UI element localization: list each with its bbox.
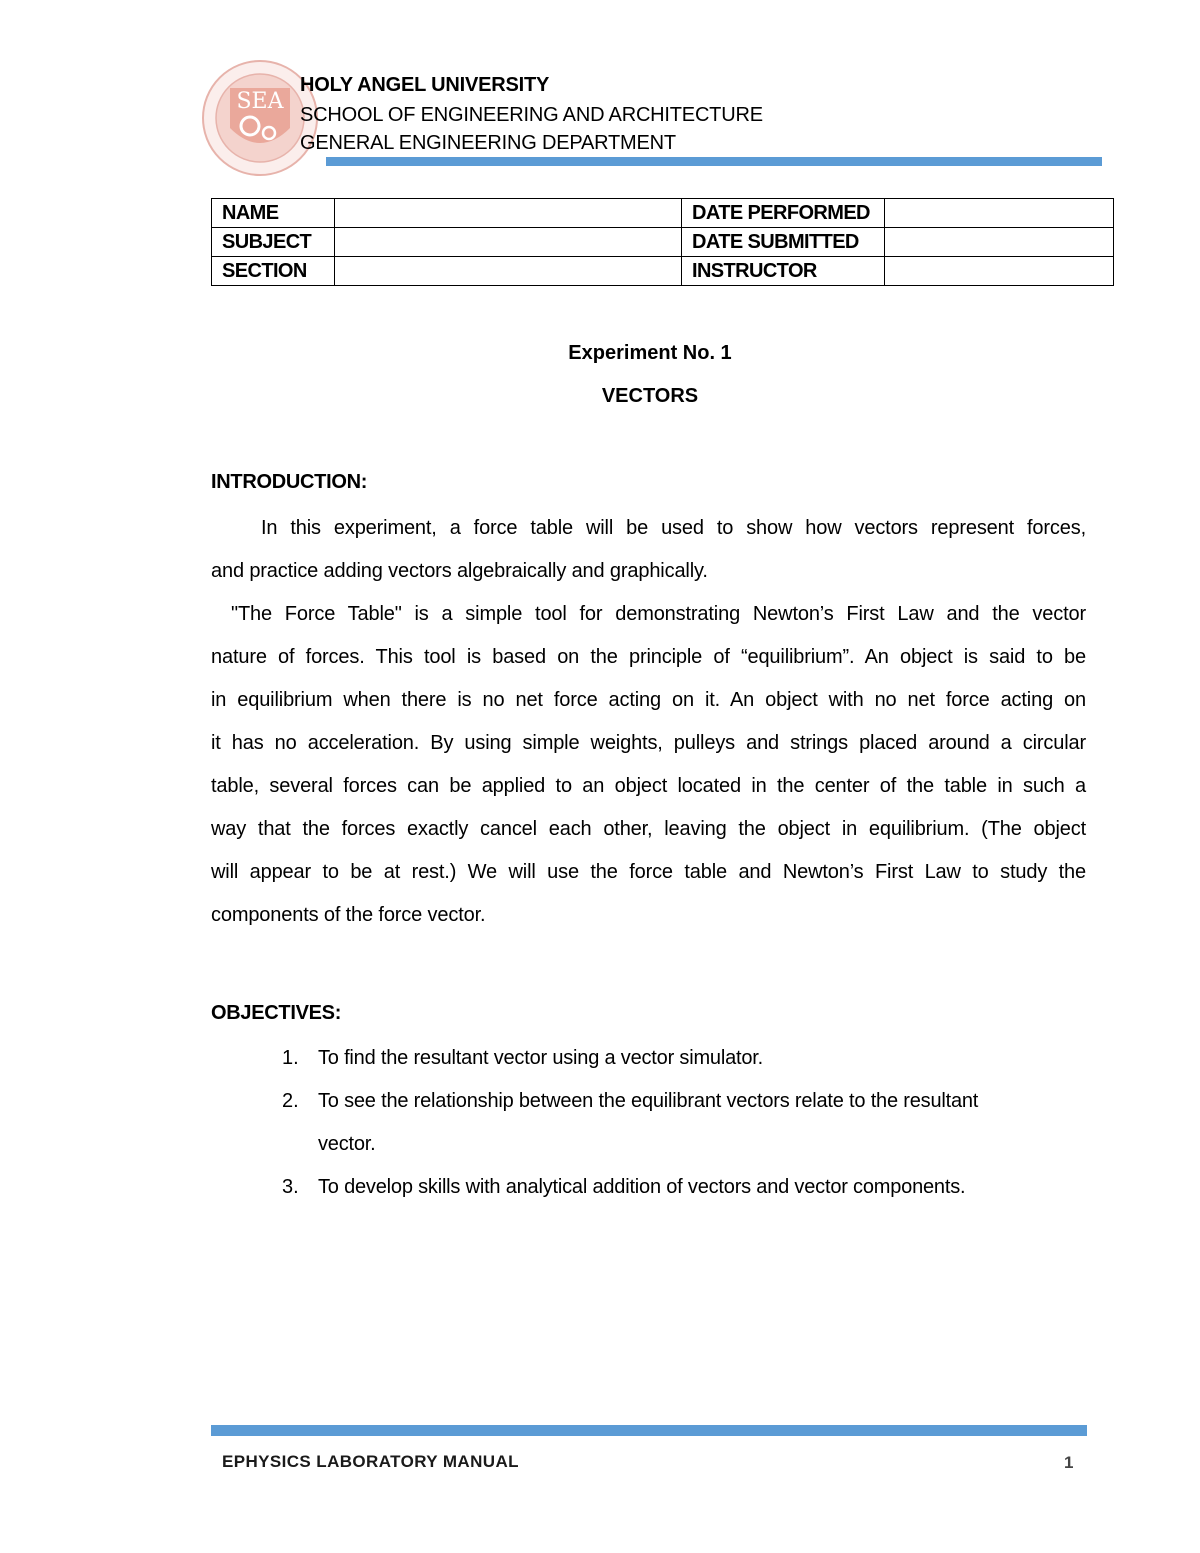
intro-text-line: way that the forces exactly cancel each other, leaving the object in equilibrium. (The object (211, 818, 1086, 840)
intro-text-line: will appear to be at rest.) We will use the force table and Newton’s First Law to study the (211, 861, 1086, 883)
intro-text-line: components of the force vector. (211, 904, 486, 926)
page-number: 1 (1064, 1453, 1074, 1472)
objective-number: 3. (282, 1176, 299, 1198)
footer-manual-title: EPHYSICS LABORATORY MANUAL (222, 1452, 519, 1471)
introduction-heading: INTRODUCTION: (211, 471, 368, 493)
intro-text-line: "The Force Table" is a simple tool for demonstrating Newton’s First Law and the vector (231, 603, 1086, 625)
intro-text-line: and practice adding vectors algebraically and graphically. (211, 560, 708, 582)
intro-text-line: In this experiment, a force table will be used to show how vectors represent forces, (261, 517, 1086, 539)
student-info-table (211, 198, 1114, 286)
experiment-number: Experiment No. 1 (568, 342, 732, 364)
objective-number: 2. (282, 1090, 299, 1112)
intro-text-line: in equilibrium when there is no net force acting on it. An object with no net force acting on (211, 689, 1086, 711)
objective-number: 1. (282, 1047, 299, 1069)
department-name: GENERAL ENGINEERING DEPARTMENT (300, 132, 676, 154)
info-label: NAME (212, 199, 335, 228)
footer-divider (211, 1425, 1087, 1436)
info-label: INSTRUCTOR (682, 257, 885, 286)
info-row (212, 228, 1114, 257)
info-row (212, 199, 1114, 228)
experiment-title: VECTORS (601, 385, 699, 407)
seal-text: SEA (236, 89, 284, 114)
objective-text: To develop skills with analytical addition of vectors and vector components. (318, 1176, 966, 1198)
info-label: SECTION (212, 257, 335, 286)
objective-text: To see the relationship between the equilibrant vectors relate to the resultant (318, 1090, 979, 1112)
objective-text: To find the resultant vector using a vector simulator. (318, 1047, 763, 1069)
info-value-field[interactable] (885, 228, 1114, 257)
info-value-field[interactable] (335, 199, 682, 228)
info-row (212, 257, 1114, 286)
objective-text: vector. (318, 1133, 376, 1155)
intro-text-line: it has no acceleration. By using simple weights, pulleys and strings placed around a circular (211, 732, 1086, 754)
intro-text-line: table, several forces can be applied to an object located in the center of the table in such a (211, 775, 1086, 797)
header-divider (326, 157, 1102, 166)
info-label: SUBJECT (212, 228, 335, 257)
info-label: DATE PERFORMED (682, 199, 885, 228)
objectives-heading: OBJECTIVES: (211, 1002, 342, 1024)
university-name: HOLY ANGEL UNIVERSITY (300, 74, 550, 96)
info-value-field[interactable] (335, 257, 682, 286)
info-value-field[interactable] (335, 228, 682, 257)
info-value-field[interactable] (885, 199, 1114, 228)
info-label: DATE SUBMITTED (682, 228, 885, 257)
intro-text-line: nature of forces. This tool is based on the principle of “equilibrium”. An object is said to be (211, 646, 1086, 668)
info-value-field[interactable] (885, 257, 1114, 286)
school-name: SCHOOL OF ENGINEERING AND ARCHITECTURE (300, 104, 763, 126)
